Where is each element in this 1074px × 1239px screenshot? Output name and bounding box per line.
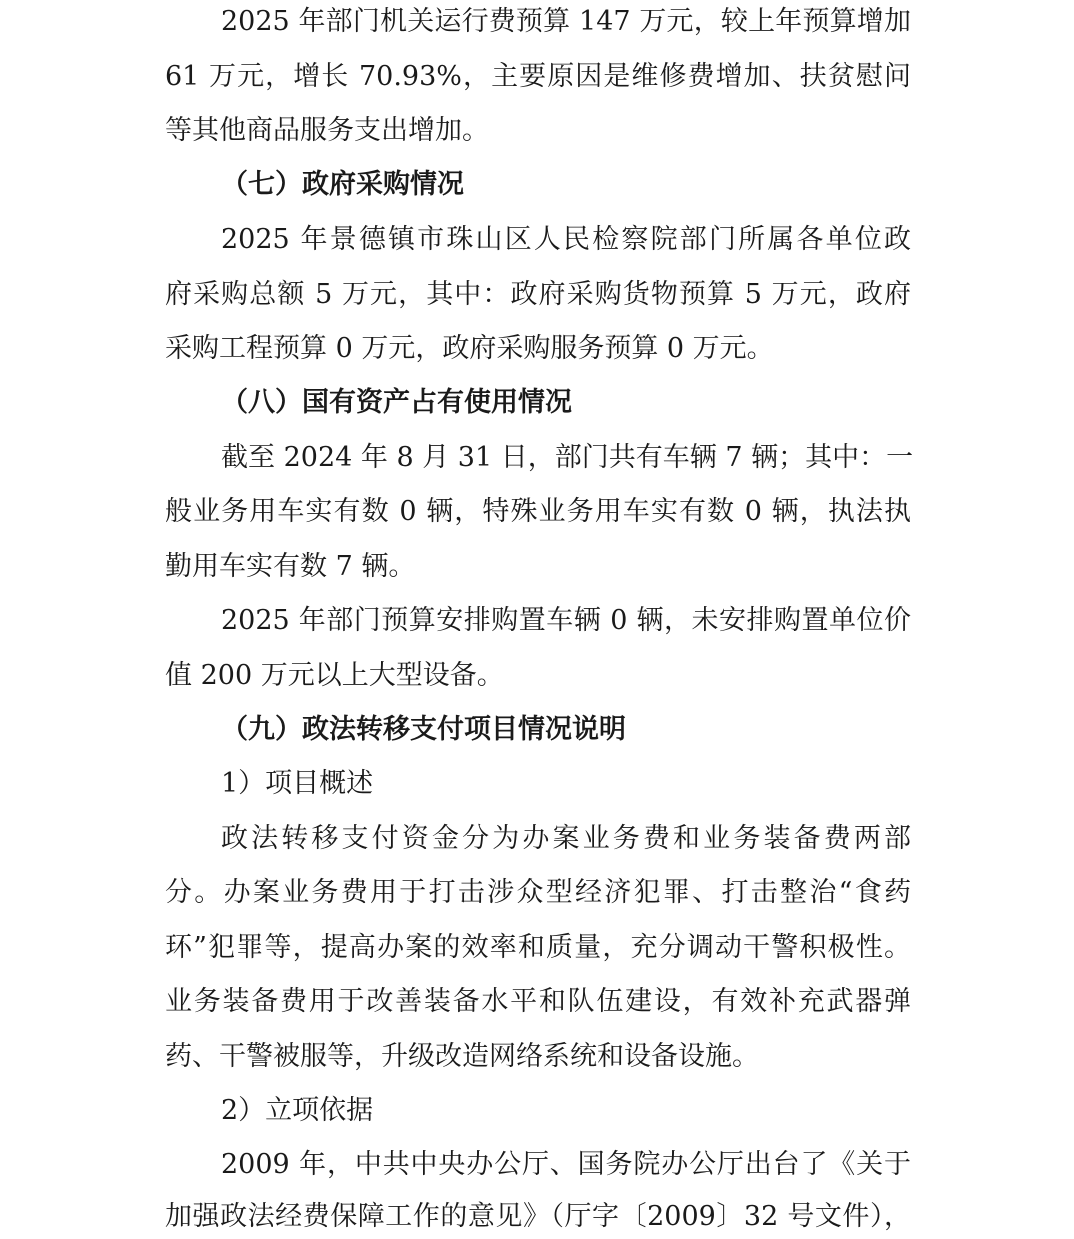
subsection-project-overview: 1）项目概述 xyxy=(221,768,374,799)
paragraph-2-line-2: 府采购总额 5 万元，其中：政府采购货物预算 5 万元，政府 xyxy=(165,279,911,310)
paragraph-5-line-3: 环”犯罪等，提高办案的效率和质量，充分调动干警积极性。 xyxy=(165,932,911,963)
paragraph-1-line-1: 2025 年部门机关运行费预算 147 万元，较上年预算增加 xyxy=(221,6,911,37)
section-heading-8: （八）国有资产占有使用情况 xyxy=(221,387,572,418)
paragraph-4-line-2: 值 200 万元以上大型设备。 xyxy=(165,660,504,691)
paragraph-2-line-3: 采购工程预算 0 万元，政府采购服务预算 0 万元。 xyxy=(165,333,774,364)
section-heading-9: （九）政法转移支付项目情况说明 xyxy=(221,714,626,745)
paragraph-3-line-3: 勤用车实有数 7 辆。 xyxy=(165,551,416,582)
paragraph-4-line-1: 2025 年部门预算安排购置车辆 0 辆，未安排购置单位价 xyxy=(221,605,911,636)
paragraph-5-line-5: 药、干警被服等，升级改造网络系统和设备设施。 xyxy=(165,1041,759,1072)
paragraph-5-line-4: 业务装备费用于改善装备水平和队伍建设，有效补充武器弹 xyxy=(165,986,911,1017)
paragraph-2-line-1: 2025 年景德镇市珠山区人民检察院部门所属各单位政 xyxy=(221,224,911,255)
paragraph-5-line-1: 政法转移支付资金分为办案业务费和业务装备费两部 xyxy=(221,823,911,854)
paragraph-1-line-2: 61 万元，增长 70.93%，主要原因是维修费增加、扶贫慰问 xyxy=(165,61,911,92)
paragraph-6-line-1: 2009 年，中共中央办公厅、国务院办公厅出台了《关于 xyxy=(221,1149,911,1180)
paragraph-1-line-3: 等其他商品服务支出增加。 xyxy=(165,115,489,146)
subsection-project-basis: 2）立项依据 xyxy=(221,1095,374,1126)
paragraph-3-line-2: 般业务用车实有数 0 辆，特殊业务用车实有数 0 辆，执法执 xyxy=(165,496,911,527)
section-heading-7: （七）政府采购情况 xyxy=(221,169,464,200)
paragraph-3-line-1: 截至 2024 年 8 月 31 日，部门共有车辆 7 辆；其中：一 xyxy=(221,442,914,473)
paragraph-5-line-2: 分。办案业务费用于打击涉众型经济犯罪、打击整治“食药 xyxy=(165,877,911,908)
paragraph-6-line-2: 加强政法经费保障工作的意见》（厅字〔2009〕32 号文件）， xyxy=(165,1201,911,1232)
